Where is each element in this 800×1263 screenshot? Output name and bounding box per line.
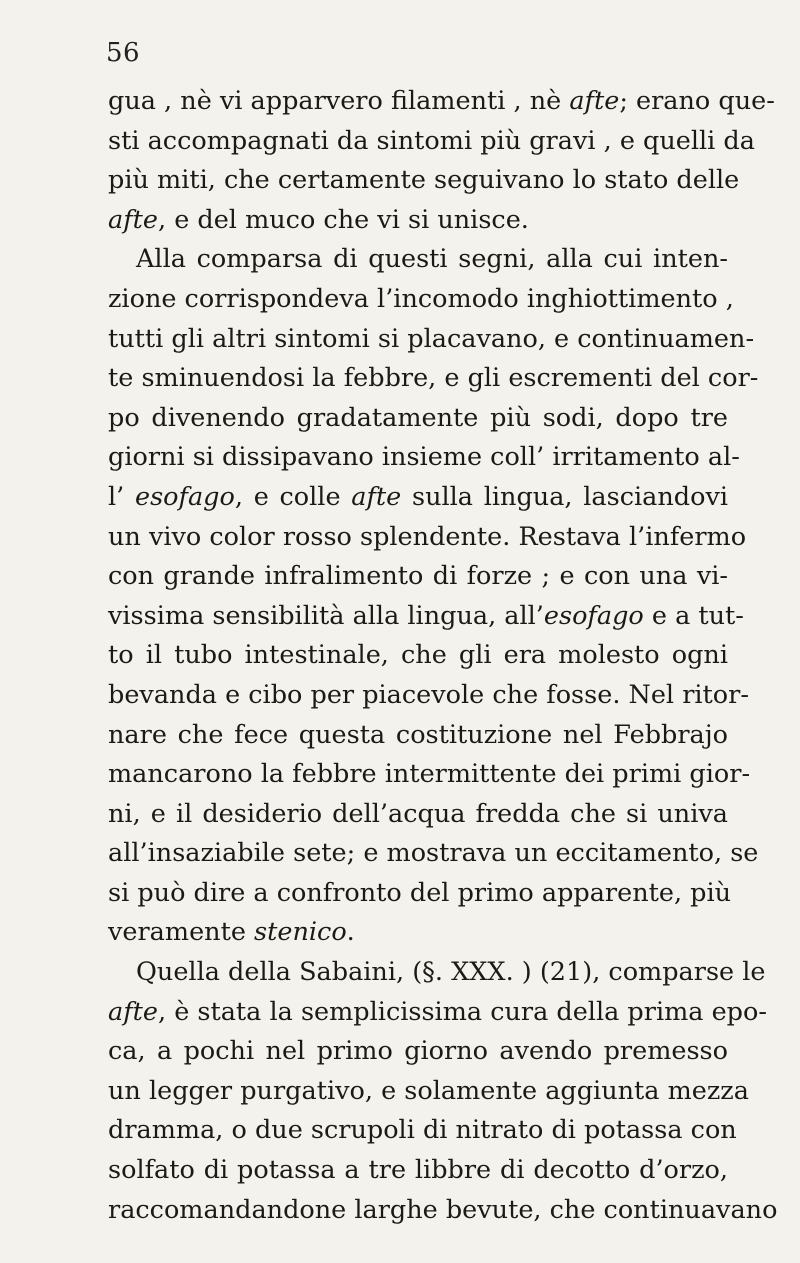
text-line: [108, 122, 755, 162]
text-line: [108, 716, 728, 756]
text-line: [108, 280, 734, 320]
text-line: [108, 438, 740, 478]
text-line: [108, 993, 767, 1033]
text-segment: un legger purgativo, e solamente aggiunta mezza: [108, 1075, 749, 1106]
italic-word: afte: [569, 86, 620, 116]
text-segment: sti accompagnati da sintomi più gravi , e quelli da: [108, 125, 755, 156]
italic-word: esofago: [135, 481, 235, 512]
text-line: [108, 1111, 737, 1151]
text-segment: più miti, che certamente seguivano lo stato delle: [108, 165, 740, 196]
text-line: [108, 82, 775, 122]
text-line: [108, 399, 728, 439]
body-text: [108, 82, 778, 1230]
text-segment: ca, a pochi nel primo giorno avendo premesso: [108, 1036, 728, 1067]
text-segment: to il tubo intestinale, che gli era molesto ogni: [108, 640, 728, 671]
text-line: [108, 201, 728, 241]
text-segment: , e colle: [234, 481, 352, 512]
text-segment: zione corrispondeva l’incomodo inghiottimento ,: [108, 283, 734, 314]
text-line: [108, 913, 728, 953]
text-segment: mancarono la febbre intermittente dei primi gior-: [108, 759, 751, 790]
text-segment: tutti gli altri sintomi si placavano, e continuamen-: [108, 323, 755, 354]
text-line: [108, 518, 747, 558]
text-segment: all’insaziabile sete; e mostrava un eccitamento, se: [108, 838, 759, 869]
text-line: [108, 240, 728, 280]
text-line: [108, 161, 740, 201]
page-number: 56: [106, 38, 141, 68]
text-segment: vissima sensibilità alla lingua, all’: [108, 600, 544, 631]
text-segment: e a tut-: [643, 600, 744, 631]
text-segment: l’: [108, 481, 135, 512]
text-segment: con grande infralimento di forze ; e con una vi-: [108, 561, 728, 592]
text-line: [108, 320, 755, 360]
text-line: [108, 1072, 749, 1112]
italic-word: afte: [351, 481, 402, 512]
text-line: [108, 1191, 778, 1231]
text-segment: veramente: [108, 917, 255, 948]
text-segment: raccomandandone larghe bevute, che continuavano: [108, 1194, 778, 1225]
italic-word: afte: [108, 204, 158, 235]
text-segment: te sminuendosi la febbre, e gli escrementi del cor-: [108, 363, 759, 394]
text-line: [108, 874, 732, 914]
text-segment: un vivo color rosso splendente. Restava l’infermo: [108, 521, 747, 552]
italic-word: afte: [108, 996, 158, 1027]
text-line: [108, 755, 751, 795]
italic-word: stenico: [254, 917, 347, 948]
text-segment: ni, e il desiderio dell’acqua fredda che si univa: [108, 798, 728, 829]
text-segment: nare che fece questa costituzione nel Febbrajo: [108, 719, 728, 750]
text-segment: si può dire a confronto del primo apparente, più: [108, 877, 732, 908]
text-segment: ; erano que-: [619, 86, 775, 116]
text-segment: po divenendo gradatamente più sodi, dopo tre: [108, 402, 728, 433]
text-line: [108, 478, 728, 518]
text-line: [108, 597, 744, 637]
text-segment: dramma, o due scrupoli di nitrato di potassa con: [108, 1115, 737, 1146]
text-line: [108, 1032, 728, 1072]
text-line: [108, 834, 759, 874]
text-segment: sulla lingua, lasciandovi: [401, 481, 729, 512]
text-line: [108, 795, 728, 835]
text-line: [108, 676, 749, 716]
italic-word: esofago: [543, 600, 644, 631]
text-line: [108, 557, 728, 597]
text-line: [108, 636, 728, 676]
text-segment: , è stata la semplicissima cura della prima epo-: [157, 996, 767, 1027]
text-segment: giorni si dissipavano insieme coll’ irritamento al-: [108, 442, 740, 473]
text-segment: .: [346, 917, 355, 948]
text-segment: , e del muco che vi si unisce.: [157, 204, 529, 235]
text-line: [108, 359, 759, 399]
text-segment: bevanda e cibo per piacevole che fosse. Nel ritor-: [108, 679, 749, 710]
text-segment: gua , nè vi apparvero filamenti , nè: [108, 86, 570, 116]
text-segment: Alla comparsa di questi segni, alla cui inten-: [136, 244, 728, 275]
text-line: [108, 1151, 728, 1191]
text-line: [108, 953, 766, 993]
text-segment: solfato di potassa a tre libbre di decotto d’orzo,: [108, 1155, 728, 1186]
text-segment: Quella della Sabaini, (§. XXX. ) (21), comparse le: [136, 957, 766, 988]
